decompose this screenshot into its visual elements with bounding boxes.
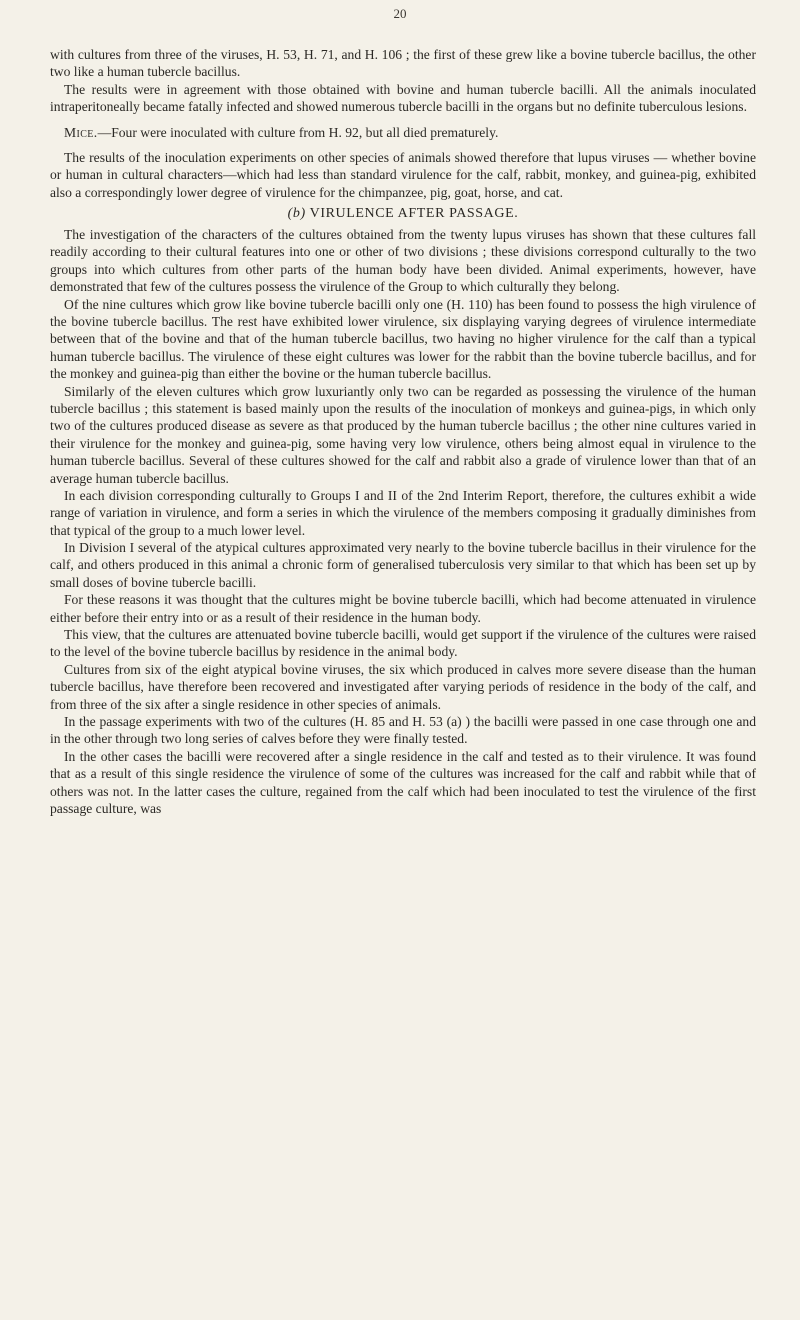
paragraph: The investigation of the characters of the cultures obtained from the twenty lupus viruses has shown that these cultures fall readily according to their cultural features into one or other of two divisions ; these divisions correspond culturally to the two groups into which cultures from other parts of the human body have been divided. Animal experiments, however, have demonstrated that few of the cultures possess the virulence of the Group to which culturally they belong. (50, 227, 756, 295)
paragraph: This view, that the cultures are attenuated bovine tubercle bacilli, would get support if the virulence of the cultures were raised to the level of the bovine tubercle bacillus by residence in the animal body. (50, 627, 756, 660)
paragraph: The results were in agreement with those obtained with bovine and human tubercle bacilli. All the animals inoculated intraperitoneally became fatally infected and showed numerous tubercle bacilli in the organs but no definite tuberculous lesions. (50, 81, 756, 115)
mice-label: Mice. (64, 124, 98, 140)
paragraph: In the passage experiments with two of the cultures (H. 85 and H. 53 (a) ) the bacilli were passed in one case through one and in the other through two long series of calves before they were finally tested. (50, 713, 756, 747)
paragraph: Of the nine cultures which grow like bovine tubercle bacilli only one (H. 110) has been found to possess the high virulence of the bovine tubercle bacillus. The rest have exhibited lower virulence, six displaying varying degrees of virulence intermediate between that of the bovine and that of the human tubercle bacillus, two having no higher virulence for the calf than a typical human tubercle bacillus. The virulence of these eight cultures was lower for the rabbit than the bovine tubercle bacillus, and for the monkey and guinea-pig than either the bovine or the human tubercle bacillus. (50, 296, 756, 382)
paragraph: For these reasons it was thought that the cultures might be bovine tubercle bacilli, which had become attenuated in virulence either before their entry into or as a result of their residence in the human body. (50, 592, 756, 625)
paragraph-mice (50, 124, 756, 141)
paragraph: The results of the inoculation experiments on other species of animals showed therefore that lupus viruses — whether bovine or human in cultural characters—which had less than standard virulence for the calf, rabbit, monkey, and guinea-pig, exhibited also a correspondingly lower degree of virulence for the chimpanzee, pig, goat, horse, and cat. (50, 149, 756, 200)
paragraph: In each division corresponding culturally to Groups I and II of the 2nd Interim Report, therefore, the cultures exhibit a wide range of variation in virulence, and form a series in which the virulence of the members composing it gradually diminishes from that typical of the group to a much lower level. (50, 487, 756, 538)
section-heading-letter: (b) (287, 206, 306, 222)
section-heading (50, 205, 756, 223)
paragraph: with cultures from three of the viruses, H. 53, H. 71, and H. 106 ; the first of these grew like a bovine tubercle bacillus, the other two like a human tubercle bacillus. (50, 47, 756, 80)
section-heading-text: VIRULENCE AFTER PASSAGE. (305, 206, 519, 222)
paragraph: Similarly of the eleven cultures which grow luxuriantly only two can be regarded as possessing the virulence of the human tubercle bacillus ; this statement is based mainly upon the results of the inoculation of monkeys and guinea-pigs, in which only two of the cultures produced disease as severe as that produced by the human tubercle bacillus ; the other nine cultures varied in their virulence for the monkey and guinea-pig, some having very low virulence, others being almost equal in virulence to the human tubercle bacillus. Several of these cultures showed for the calf and rabbit also a grade of virulence lower than that of an average human tubercle bacillus. (50, 383, 756, 486)
paragraph: In Division I several of the atypical cultures approximated very nearly to the bovine tubercle bacillus in their virulence for the calf, and others produced in this animal a chronic form of generalised tuberculosis very similar to that which has been set up by small doses of bovine tubercle bacilli. (50, 540, 756, 590)
paragraph: Cultures from six of the eight atypical bovine viruses, the six which produced in calves more severe disease than the human tubercle bacillus, have therefore been recovered and investigated after varying periods of residence in the body of the calf, and from three of the six after a single residence in other species of animals. (50, 661, 756, 712)
body-text (50, 46, 756, 817)
page-number: 20 (393, 6, 407, 21)
mice-text: —Four were inoculated with culture from H. 92, but all died prematurely. (97, 124, 499, 140)
paragraph: In the other cases the bacilli were recovered after a single residence in the calf and tested as to their virulence. It was found that as a result of this single residence the virulence of some of the cultures was increased for the calf and rabbit while that of others was not. In the latter cases the culture, regained from the calf which had been inoculated to test the virulence of the first passage culture, was (50, 748, 756, 816)
